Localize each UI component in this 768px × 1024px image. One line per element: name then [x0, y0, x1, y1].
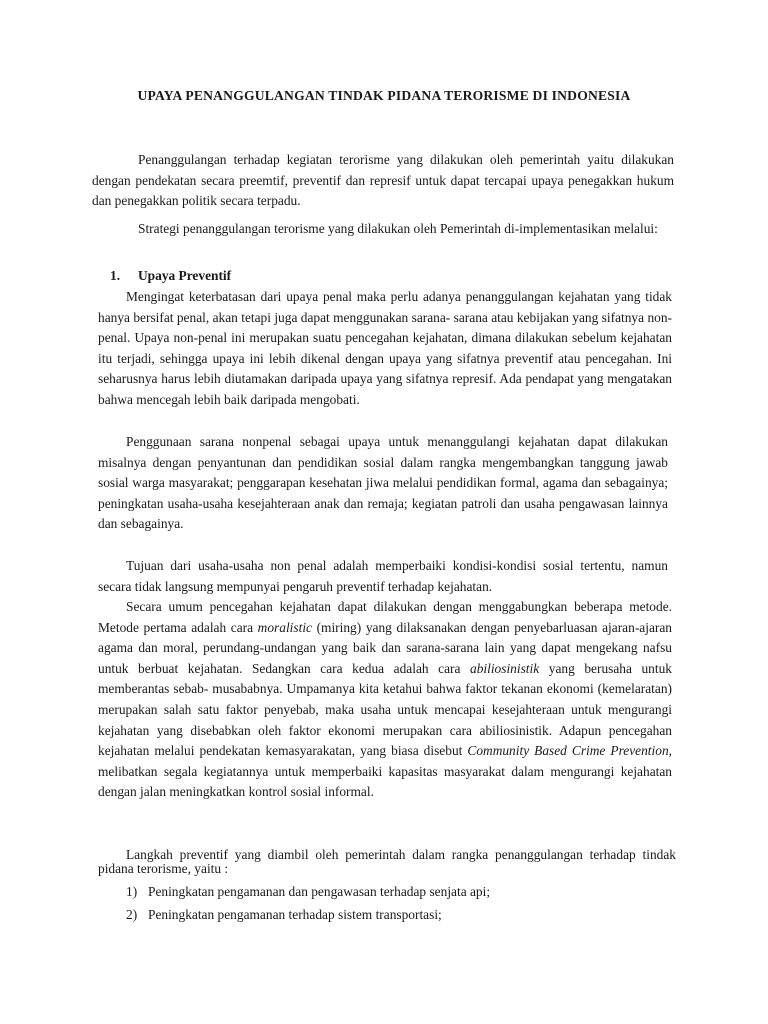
- paragraph-nonpenal-limits: Mengingat keterbatasan dari upaya penal maka perlu adanya penanggulangan kejahatan yang tidak hanya bersifat penal, akan tetapi juga dapat menggunakan sarana- sarana atau kebijakan yang sifatnya non- penal. Upaya non-penal ini merupakan suatu pencegahan kejahatan, dimana dilakukan sebelum kejahatan itu terjadi, sehingga upaya ini lebih dikenal dengan upaya yang sifatnya preventif atau pencegahan. Ini seharusnya harus lebih diutamakan daripada upaya yang sifatnya represif. Ada pendapat yang mengatakan bahwa mencegah lebih baik daripada mengobati.: [98, 289, 672, 407]
- paragraph-preventive-steps: Langkah preventif yang diambil oleh pemerintah dalam rangka penanggulangan terhadap tindak pidana terorisme, yaitu :: [98, 847, 676, 876]
- document-title: UPAYA PENANGGULANGAN TINDAK PIDANA TERORISME DI INDONESIA: [137, 88, 631, 103]
- paragraph-prevention-methods: Secara umum pencegahan kejahatan dapat dilakukan dengan menggabungkan beberapa metode. Metode pertama adalah cara moralistic (miring) yang dilaksanakan dengan penyebarluasan ajaran-ajaran agama dan moral, perundang-undangan yang baik dan sarana-sarana lain yang dapat mengekang nafsu untuk berbuat kejahatan. Sedangkan cara kedua adalah cara abiliosinistik yang berusaha untuk memberantas sebab- musababnya. Umpamanya kita ketahui bahwa faktor tekanan ekonomi (kemelaratan) merupakan salah satu faktor penyebab, maka usaha untuk mencapai kesejahteraan untuk mengurangi kejahatan yang disebabkan oleh faktor ekonomi merupakan cara abiliosinistik. Adapun pencegahan kejahatan melalui pendekatan kemasyarakatan, yang biasa disebut Community Based Crime Prevention, melibatkan segala kegiatannya untuk memperbaiki kapasitas masyarakat dalam mengurangi kejahatan dengan jalan meningkatkan kontrol sosial informal.: [98, 599, 672, 800]
- list-item: 1) Peningkatan pengamanan dan pengawasan terhadap senjata api;: [126, 884, 491, 899]
- strategy-paragraph: Strategi penanggulangan terorisme yang dilakukan oleh Pemerintah di-implementasikan melalui:: [138, 221, 658, 236]
- section-heading-text: Upaya Preventif: [138, 268, 232, 283]
- list-item: 2) Peningkatan pengamanan terhadap sistem transportasi;: [126, 907, 442, 922]
- section-heading: [110, 268, 231, 284]
- paragraph-nonpenal-goals: Tujuan dari usaha-usaha non penal adalah memperbaiki kondisi-kondisi sosial tertentu, namun secara tidak langsung mempunyai pengaruh preventif terhadap kejahatan.: [98, 558, 668, 594]
- intro-paragraph: Penanggulangan terhadap kegiatan terorisme yang dilakukan oleh pemerintah yaitu dilakukan dengan pendekatan secara preemtif, preventif dan represif untuk dapat tercapai upaya penegakkan hukum dan penegakkan politik secara terpadu.: [92, 152, 674, 209]
- paragraph-nonpenal-means: Penggunaan sarana nonpenal sebagai upaya untuk menanggulangi kejahatan dapat dilakukan misalnya dengan penyantunan dan pendidikan sosial dalam rangka mengembangkan tanggung jawab sosial warga masyarakat; penggarapan kesehatan jiwa melalui pendidikan formal, agama dan sebagainya; peningkatan usaha-usaha kesejahteraan anak dan remaja; kegiatan patroli dan usaha pengawasan lainnya dan sebagainya.: [98, 434, 668, 532]
- section-number: 1.: [110, 268, 121, 283]
